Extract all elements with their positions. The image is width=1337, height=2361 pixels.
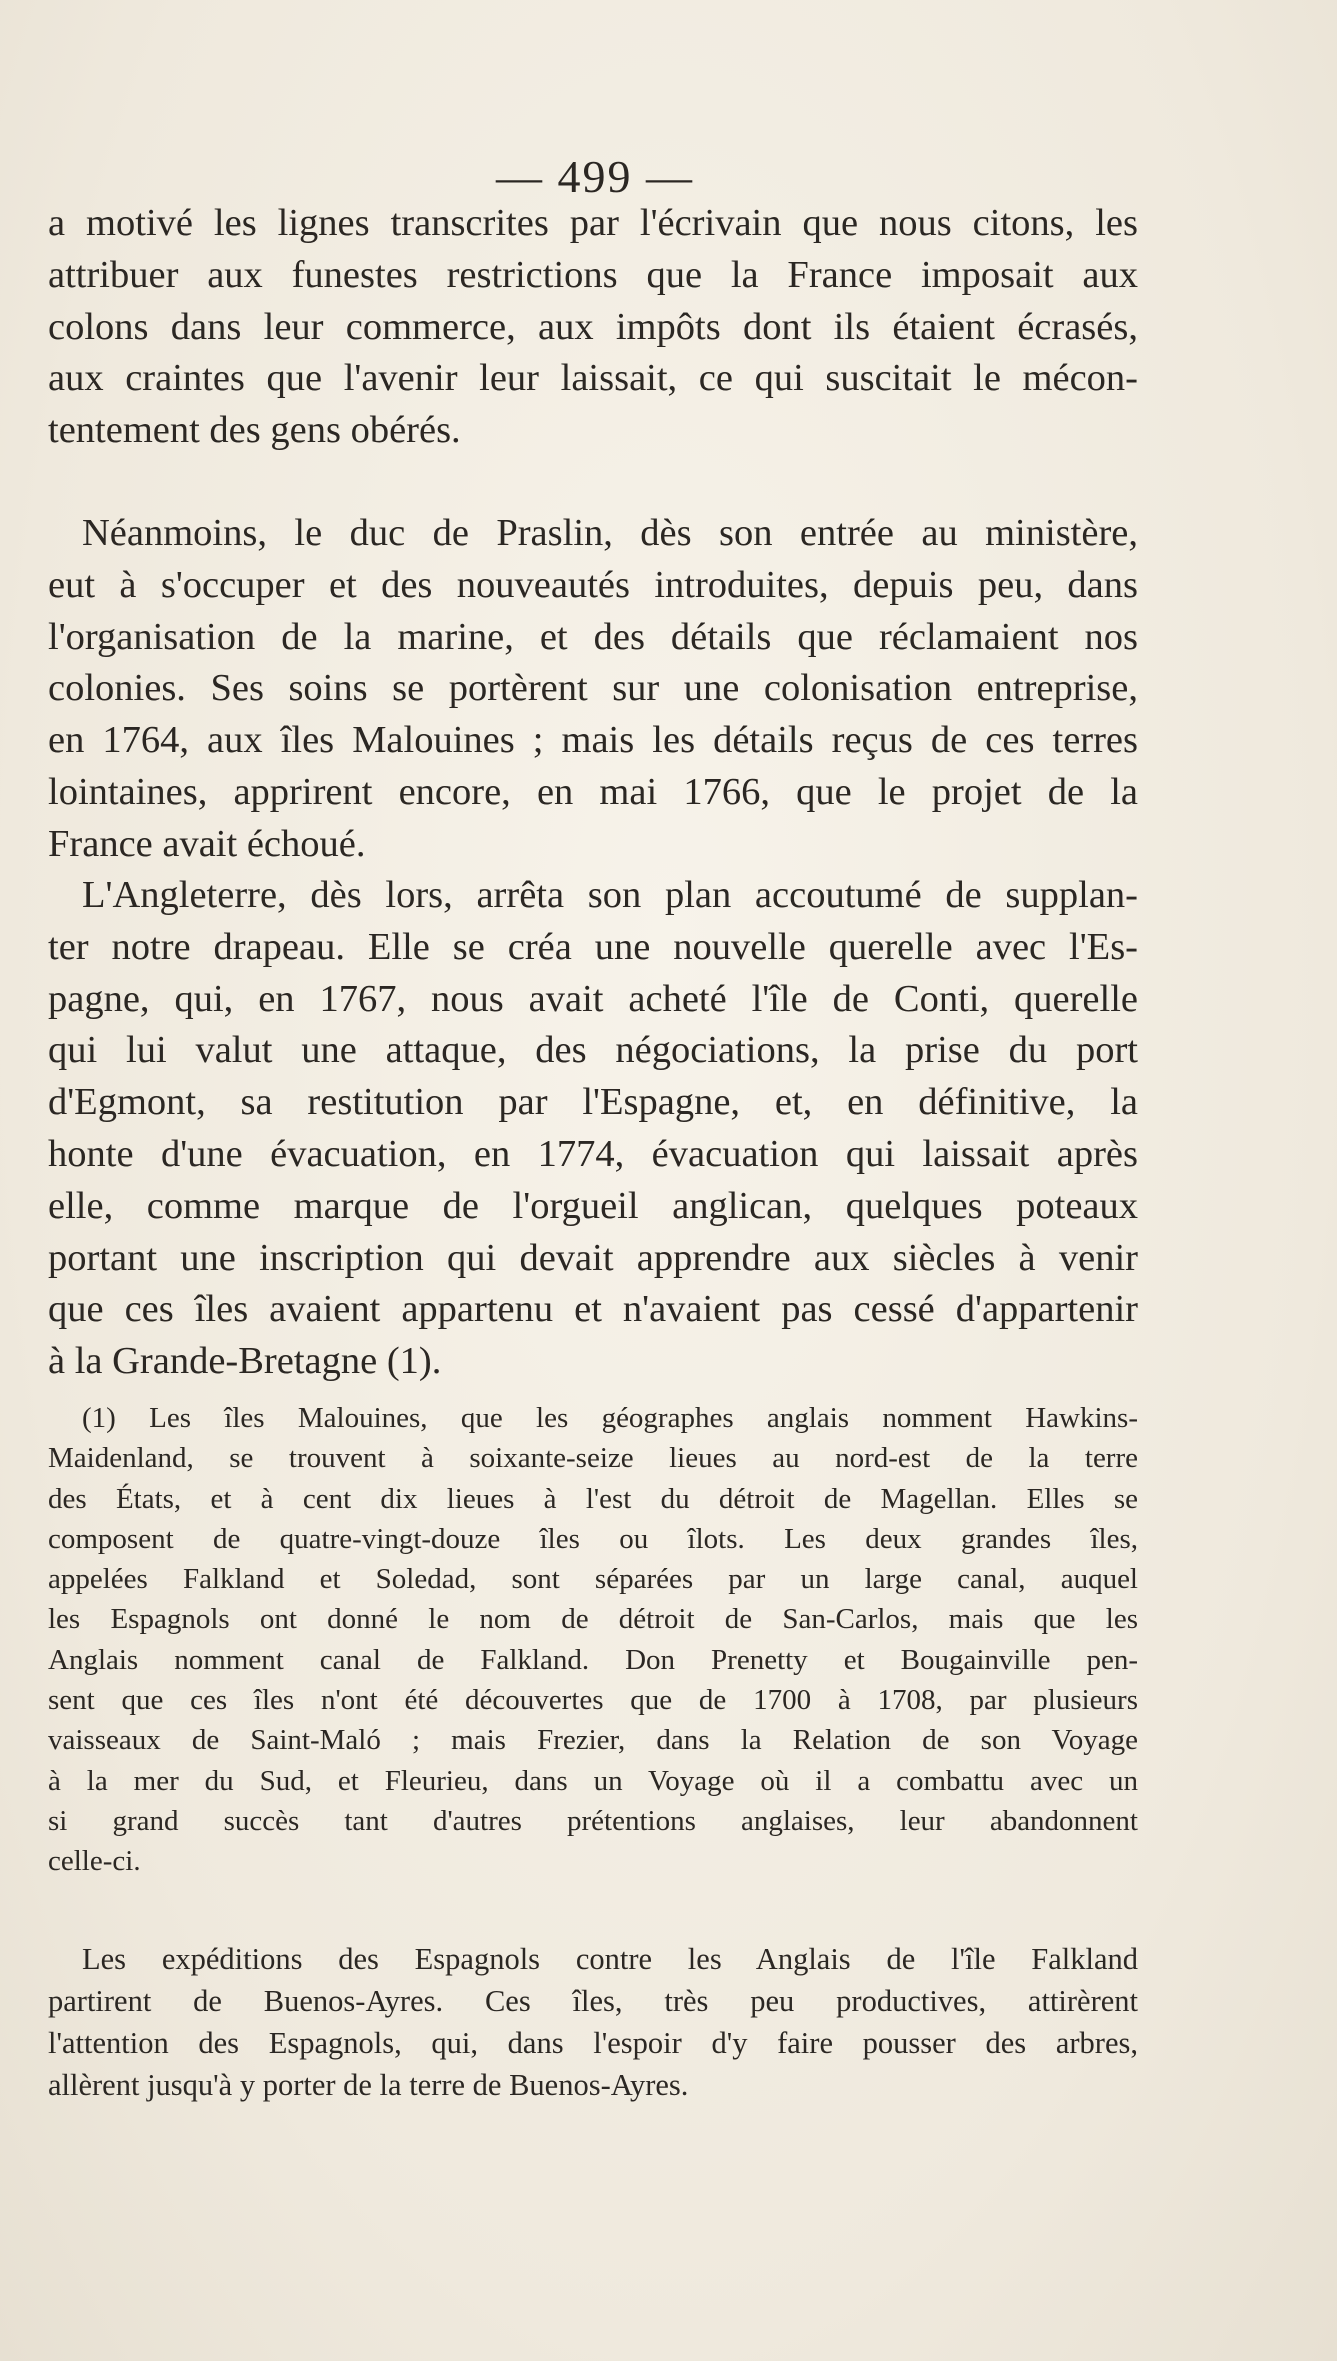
text-line: colons dans leur commerce, aux impôts dont ils étaient écrasés, <box>48 305 1138 348</box>
text-line: que ces îles avaient appartenu et n'avaient pas cessé d'appartenir <box>48 1288 1138 1331</box>
text-line: en 1764, aux îles Malouines ; mais les détails reçus de ces terres <box>48 719 1138 762</box>
footnote <box>48 1398 1138 1882</box>
text-line: qui lui valut une attaque, des négociations, la prise du port <box>48 1029 1138 1072</box>
paragraph-2 <box>48 508 1138 871</box>
text-line: colonies. Ses soins se portèrent sur une colonisation entreprise, <box>48 667 1138 710</box>
footnote-line: allèrent jusqu'à y porter de la terre de Buenos-Ayres. <box>48 2068 689 2102</box>
text-line: a motivé les lignes transcrites par l'écrivain que nous citons, les <box>48 202 1138 244</box>
text-line: portant une inscription qui devait apprendre aux siècles à venir <box>48 1236 1138 1279</box>
text-line: elle, comme marque de l'orgueil anglican, quelques poteaux <box>48 1184 1138 1227</box>
footnote-line: l'attention des Espagnols, qui, dans l'espoir d'y faire pousser des arbres, <box>48 2026 1138 2060</box>
footnote-line: sent que ces îles n'ont été découvertes que de 1700 à 1708, par plusieurs <box>48 1684 1138 1717</box>
footnote-line: celle-ci. <box>48 1845 141 1878</box>
footnote-line: Maidenland, se trouvent à soixante-seize lieues au nord-est de la terre <box>48 1442 1138 1475</box>
footnote-line: composent de quatre-vingt-douze îles ou îlots. Les deux grandes îles, <box>48 1522 1138 1555</box>
footnote-continuation <box>48 1938 1138 2106</box>
footnote-line: (1) Les îles Malouines, que les géographes anglais nomment Hawkins- <box>82 1402 1138 1434</box>
text-line: attribuer aux funestes restrictions que la France imposait aux <box>48 253 1138 296</box>
text-line: ter notre drapeau. Elle se créa une nouvelle querelle avec l'Es- <box>48 925 1138 968</box>
text-line: à la Grande-Bretagne (1). <box>48 1340 442 1383</box>
text-line: honte d'une évacuation, en 1774, évacuation qui laissait après <box>48 1132 1138 1175</box>
footnote-line: si grand succès tant d'autres prétentions anglaises, leur abandonnent <box>48 1804 1138 1837</box>
text-line: lointaines, apprirent encore, en mai 1766, que le projet de la <box>48 770 1138 813</box>
text-line: d'Egmont, sa restitution par l'Espagne, et, en définitive, la <box>48 1081 1138 1124</box>
paragraph-3 <box>48 870 1138 1388</box>
footnote-line: des États, et à cent dix lieues à l'est du détroit de Magellan. Elles se <box>48 1482 1138 1515</box>
paragraph-1 <box>48 198 1138 457</box>
footnote-line: à la mer du Sud, et Fleurieu, dans un Voyage où il a combattu avec un <box>48 1764 1138 1797</box>
footnote-line: Les expéditions des Espagnols contre les Anglais de l'île Falkland <box>82 1942 1138 1976</box>
footnote-line: les Espagnols ont donné le nom de détroit de San-Carlos, mais que les <box>48 1603 1138 1636</box>
footnote-line: partirent de Buenos-Ayres. Ces îles, très peu productives, attirèrent <box>48 1984 1138 2018</box>
text-line: aux craintes que l'avenir leur laissait, ce qui suscitait le mécon- <box>48 357 1138 400</box>
page-number: — 499 — <box>496 151 694 202</box>
footnote-line: appelées Falkland et Soledad, sont séparées par un large canal, auquel <box>48 1563 1138 1596</box>
text-line: L'Angleterre, dès lors, arrêta son plan accoutumé de supplan- <box>82 874 1138 916</box>
footnote-line: vaisseaux de Saint-Maló ; mais Frezier, dans la Relation de son Voyage <box>48 1724 1138 1757</box>
text-line: tentement des gens obérés. <box>48 409 461 452</box>
text-line: Néanmoins, le duc de Praslin, dès son entrée au ministère, <box>82 512 1138 554</box>
footnote-line: Anglais nomment canal de Falkland. Don Prenetty et Bougainville pen- <box>48 1643 1138 1676</box>
text-line: France avait échoué. <box>48 822 366 865</box>
text-line: eut à s'occuper et des nouveautés introduites, depuis peu, dans <box>48 563 1138 606</box>
text-line: pagne, qui, en 1767, nous avait acheté l'île de Conti, querelle <box>48 977 1138 1020</box>
text-line: l'organisation de la marine, et des détails que réclamaient nos <box>48 615 1138 658</box>
